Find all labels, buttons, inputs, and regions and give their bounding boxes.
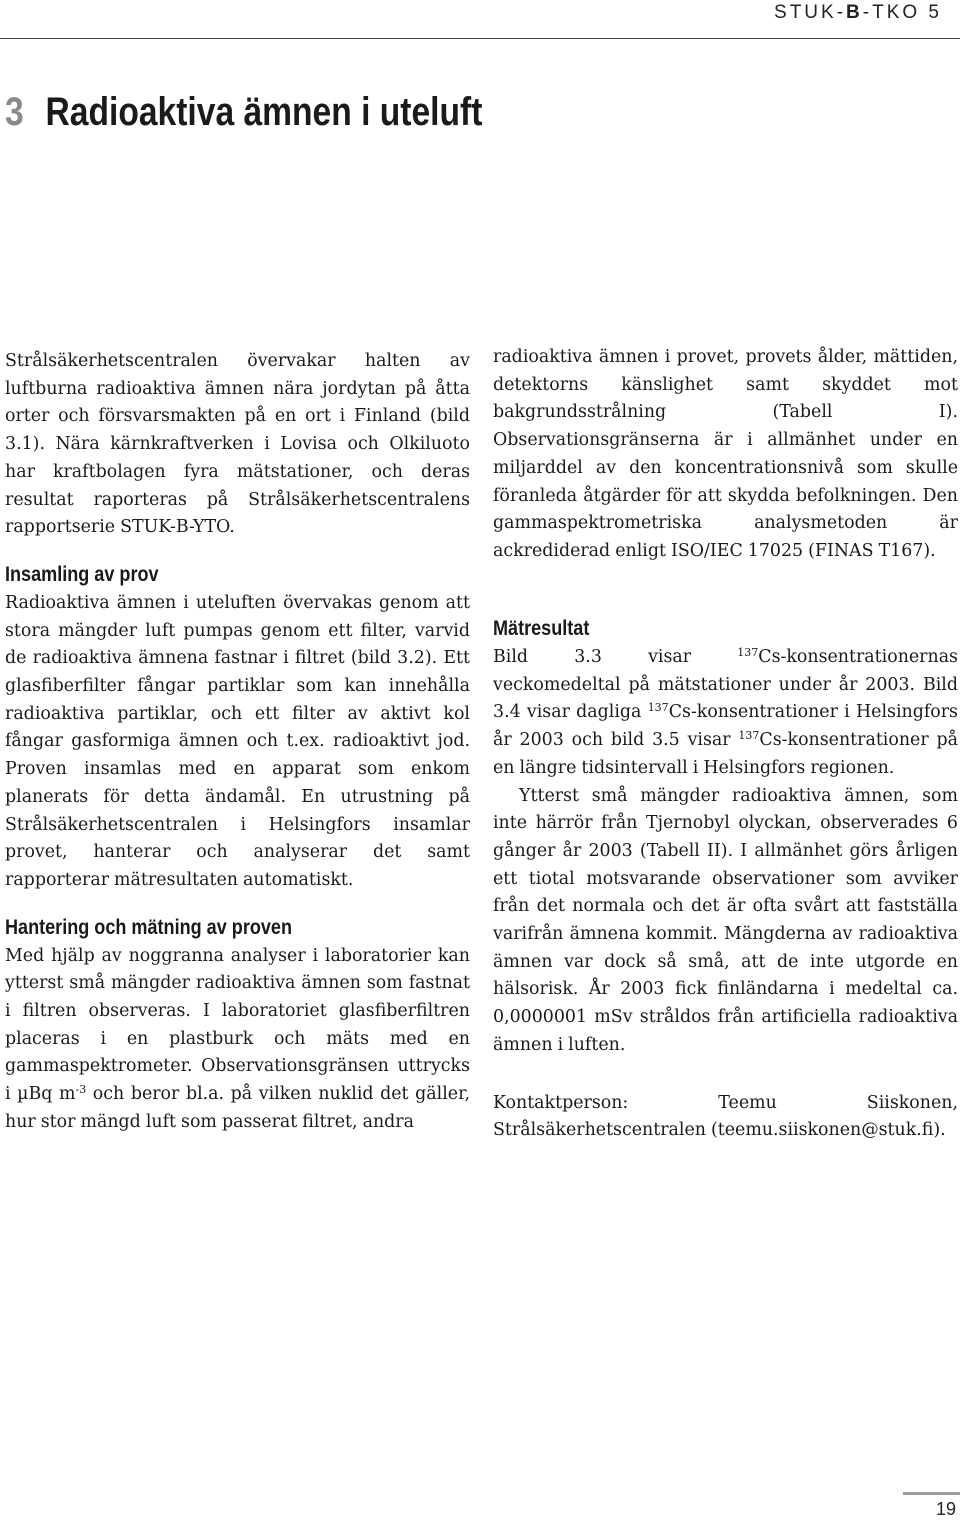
chapter-title: Radioaktiva ämnen i uteluft xyxy=(45,90,483,134)
isotope-mass-number: 137 xyxy=(647,701,669,715)
page-number: 19 xyxy=(935,1499,956,1519)
header-suffix: -TKO 5 xyxy=(862,2,942,23)
hantering-text-a: Med hjälp av noggranna analyser i laboratorier kan ytterst små mängder radioaktiva ämnen som fastnat i filtren observeras. I laboratoriet glasfiberfiltren placeras i en plastburk och mäts med en gammaspektrometer. Observationsgränsen uttrycks i µBq m xyxy=(5,945,470,1105)
isotope-mass-number: 137 xyxy=(737,646,759,659)
matresultat-paragraph-2: Ytterst små mängder radioaktiva ämnen, som inte härrör från Tjernobyl olyckan, observerades 6 gånger år 2003 (Tabell II). I allmänhet görs årligen ett tiotal motsvarande observationer som avviker från det normala och det är ofta svårt att fastställa varifrån ämnena kommit. Mängderna av radioaktiva ämnen var dock så små, att de inte utgorde en hälsorisk. År 2003 fick finländarna i medeltal ca. 0,0000001 mSv stråldos från artificiella radioaktiva ämnen i luften. xyxy=(493,785,958,1055)
hantering-paragraph xyxy=(5,943,470,1137)
section-heading-insamling: Insamling av prov xyxy=(5,562,159,586)
matresultat-paragraph-1 xyxy=(493,644,958,783)
chapter-heading xyxy=(5,90,482,135)
hantering-paragraph-continued: radioaktiva ämnen i provet, provets ålder, mättiden, detektorns känslighet samt skyddet mot bakgrundsstrålning (Tabell I). Observationsgränserna är i allmänhet under en miljarddel av den koncentrationsnivå som skulle föranleda åtgärder för att skydda befolkningen. Den gammaspektrometriska analysmetoden är ackrediderad enligt ISO/IEC 17025 (FINAS T167). xyxy=(493,347,958,561)
running-header xyxy=(774,2,942,24)
contact-paragraph: Kontaktperson: Teemu Siiskonen, Strålsäkerhetscentralen (teemu.siiskonen@stuk.fi). xyxy=(493,1092,958,1141)
hantering-text-b: och beror bl.a. på vilken nuklid det gäller, hur stor mängd luft som passerat filtret, andra xyxy=(5,1084,470,1132)
matresultat-text-a: Bild 3.3 visar xyxy=(493,647,738,667)
unit-exponent: -3 xyxy=(75,1083,87,1097)
footer-rule xyxy=(903,1492,960,1495)
chapter-number: 3 xyxy=(5,90,24,134)
intro-paragraph: Strålsäkerhetscentralen övervakar halten av luftburna radioaktiva ämnen nära jordytan på åtta orter och försvarsmakten på en ort i Finland (bild 3.1). Nära kärnkraftverken i Lovisa och Olkiluoto har kraftbolagen fyra mätstationer, och deras resultat raporteras på Strålsäkerhetscentralens rapportserie STUK-B-YTO. xyxy=(5,351,470,538)
matresultat-section xyxy=(493,614,958,1145)
matresultat-text-d: Cs-konsentrationer på en längre tidsintervall i Helsingfors regionen. xyxy=(493,730,958,778)
matresultat-text-b: Cs-konsentrationernas veckomedeltal på mätstationer under år 2003. Bild 3.4 visar dagliga xyxy=(493,647,958,723)
header-divider xyxy=(0,38,960,39)
section-heading-matresultat: Mätresultat xyxy=(493,617,590,640)
header-prefix: STUK- xyxy=(774,2,847,23)
header-series: B xyxy=(846,2,863,23)
left-column xyxy=(5,348,470,1137)
isotope-mass-number: 137 xyxy=(738,729,760,743)
section-heading-hantering: Hantering och mätning av proven xyxy=(5,915,292,939)
matresultat-text-c: Cs-konsentrationer i Helsingfors år 2003 och bild 3.5 visar xyxy=(493,702,958,751)
insamling-paragraph: Radioaktiva ämnen i uteluften övervakas genom att stora mängder luft pumpas genom ett filter, varvid de radioaktiva ämnena fastnar i filtret (bild 3.2). Ett glasfiberfilter fångar partiklar som kan innehålla radioaktiva partiklar, och ett filter av aktivt kol fångar gasformiga ämnen och t.ex. radioaktivt jod. Proven insamlas med en apparat som enkom planerats för detta ändamål. En utrustning på Strålsäkerhetscentralen i Helsingfors insamlar provet, hanterar och analyserar det samt rapporterar mätresultaten automatiskt. xyxy=(5,592,470,890)
